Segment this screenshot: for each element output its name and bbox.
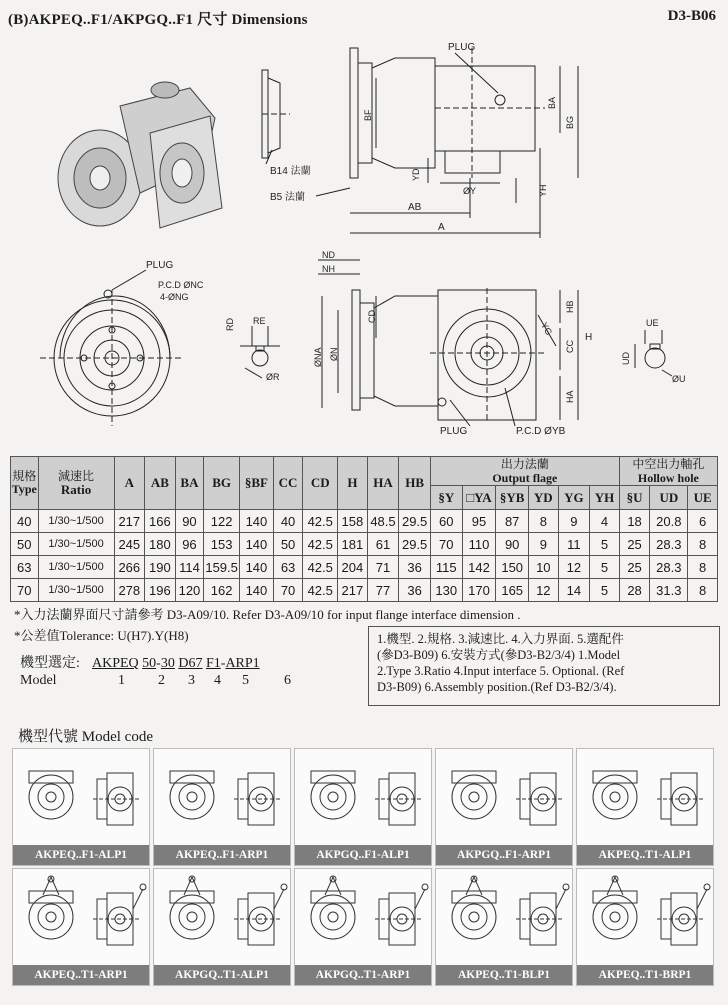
model-code-part-4: D67 bbox=[178, 656, 203, 671]
table-cell: 25 bbox=[619, 533, 650, 556]
th-ud: UD bbox=[650, 486, 688, 510]
cd-label: CD bbox=[367, 310, 377, 323]
table-cell: 110 bbox=[462, 533, 496, 556]
model-code-title: 機型代號 Model code bbox=[18, 729, 153, 745]
model-code-cell bbox=[294, 868, 432, 986]
hb-label: HB bbox=[565, 300, 575, 313]
dimension-drawings bbox=[0, 28, 728, 452]
model-code-cell bbox=[153, 868, 291, 986]
table-cell: 130 bbox=[430, 579, 462, 602]
index-1: 1 bbox=[118, 673, 125, 688]
table-cell: 71 bbox=[367, 556, 399, 579]
table-cell: 40 bbox=[11, 510, 39, 533]
table-cell: 150 bbox=[496, 556, 529, 579]
table-cell: 25 bbox=[619, 556, 650, 579]
th-cd: CD bbox=[303, 457, 338, 510]
legend-line-1: 1.機型. 2.規格. 3.減速比. 4.入力界面. 5.選配件 bbox=[377, 632, 624, 646]
index-2: 2 bbox=[158, 673, 165, 688]
table-cell: 48.5 bbox=[367, 510, 399, 533]
gearbox-3d-render bbox=[58, 82, 222, 228]
gearbox-diagram-icon bbox=[295, 869, 433, 967]
th-type-zh: 規格 bbox=[12, 469, 37, 483]
model-code-sep-2: - bbox=[220, 656, 226, 671]
table-cell: 5 bbox=[590, 579, 620, 602]
th-output-flange bbox=[430, 457, 619, 486]
table-cell: 204 bbox=[338, 556, 368, 579]
table-cell: 159.5 bbox=[204, 556, 240, 579]
model-code-cell bbox=[435, 868, 573, 986]
model-code-label: AKPGQ..F1-ARP1 bbox=[436, 845, 572, 865]
note-input-flange: *入力法蘭界面尺寸請參考 D3-A09/10. Refer D3-A09/10 for input flange interface dimension . bbox=[14, 607, 521, 622]
table-body bbox=[11, 510, 718, 602]
model-code-cell bbox=[576, 748, 714, 866]
table-cell: 4 bbox=[590, 510, 620, 533]
table-row bbox=[11, 510, 718, 533]
nd-label: ND bbox=[322, 250, 335, 260]
model-code-label: AKPGQ..T1-ALP1 bbox=[154, 965, 290, 985]
index-6: 6 bbox=[284, 673, 291, 688]
th-yg: YG bbox=[558, 486, 590, 510]
table-cell: 190 bbox=[145, 556, 176, 579]
table-row bbox=[11, 556, 718, 579]
table-cell: 9 bbox=[529, 533, 559, 556]
th-ratio-en: Ratio bbox=[60, 482, 92, 497]
th-hollow-hole bbox=[619, 457, 717, 486]
table-cell: 158 bbox=[338, 510, 368, 533]
table-cell: 90 bbox=[175, 510, 203, 533]
table-cell: 36 bbox=[399, 556, 431, 579]
model-code-label: AKPEQ..F1-ALP1 bbox=[13, 845, 149, 865]
table-row bbox=[11, 533, 718, 556]
index-4: 4 bbox=[214, 673, 221, 688]
model-code-label: AKPGQ..T1-ARP1 bbox=[295, 965, 431, 985]
table-cell: 28.3 bbox=[650, 533, 688, 556]
th-h: H bbox=[338, 457, 368, 510]
model-code-cell bbox=[576, 868, 714, 986]
th-cc: CC bbox=[273, 457, 303, 510]
b14-label: B14 法蘭 bbox=[270, 166, 311, 177]
model-select-label: 機型選定: bbox=[20, 656, 80, 671]
model-selection bbox=[20, 652, 260, 672]
th-bf: §BF bbox=[240, 457, 274, 510]
dimension-table bbox=[10, 456, 718, 602]
ng-label: 4-ØNG bbox=[160, 292, 189, 302]
n-label: ØN bbox=[329, 347, 339, 361]
table-cell: 162 bbox=[204, 579, 240, 602]
table-cell: 14 bbox=[558, 579, 590, 602]
table-cell: 36 bbox=[399, 579, 431, 602]
model-code-part-1: AKPEQ bbox=[92, 656, 139, 671]
index-5: 5 bbox=[242, 673, 249, 688]
th-ha: HA bbox=[367, 457, 399, 510]
table-cell: 20.8 bbox=[650, 510, 688, 533]
table-cell: 42.5 bbox=[303, 510, 338, 533]
nh-label: NH bbox=[322, 264, 335, 274]
th-ratio-zh: 減速比 bbox=[58, 469, 95, 483]
table-cell: 90 bbox=[496, 533, 529, 556]
bg-label: BG bbox=[565, 115, 575, 129]
table-cell: 1/30~1/500 bbox=[38, 579, 114, 602]
cc-label: CC bbox=[565, 340, 575, 353]
model-code-label: AKPEQ..F1-ARP1 bbox=[154, 845, 290, 865]
phi-u-label: ØU bbox=[672, 374, 686, 384]
table-cell: 9 bbox=[558, 510, 590, 533]
bf-label: BF bbox=[363, 109, 373, 121]
table-cell: 165 bbox=[496, 579, 529, 602]
table-cell: 63 bbox=[11, 556, 39, 579]
table-cell: 31.3 bbox=[650, 579, 688, 602]
table-cell: 122 bbox=[204, 510, 240, 533]
re-label: RE bbox=[253, 316, 266, 326]
rd-label: RD bbox=[225, 318, 235, 331]
table-cell: 1/30~1/500 bbox=[38, 556, 114, 579]
hollow-bore-view bbox=[635, 330, 672, 376]
table-cell: 18 bbox=[619, 510, 650, 533]
table-cell: 245 bbox=[114, 533, 145, 556]
table-cell: 140 bbox=[240, 579, 274, 602]
plug-label-top: PLUG bbox=[448, 42, 476, 53]
table-cell: 50 bbox=[273, 533, 303, 556]
na-label: ØNA bbox=[313, 347, 323, 367]
th-bg: BG bbox=[204, 457, 240, 510]
table-cell: 28.3 bbox=[650, 556, 688, 579]
gearbox-diagram-icon bbox=[436, 869, 574, 967]
ud-label: UD bbox=[621, 352, 631, 365]
b14-flange-view bbox=[262, 70, 290, 158]
ue-label: UE bbox=[646, 318, 659, 328]
th-yh: YH bbox=[590, 486, 620, 510]
table-cell: 96 bbox=[175, 533, 203, 556]
model-code-sep-1: - bbox=[156, 656, 161, 671]
page-title: (B)AKPEQ..F1/AKPGQ..F1 尺寸 Dimensions bbox=[8, 12, 308, 28]
table-cell: 29.5 bbox=[399, 510, 431, 533]
table-cell: 1/30~1/500 bbox=[38, 510, 114, 533]
table-cell: 278 bbox=[114, 579, 145, 602]
table-cell: 5 bbox=[590, 556, 620, 579]
gearbox-diagram-icon bbox=[154, 749, 292, 847]
table-cell: 5 bbox=[590, 533, 620, 556]
legend-line-4: D3-B09) 6.Assembly position.(Ref D3-B2/3/4). bbox=[377, 680, 617, 694]
th-hollow-en: Hollow hole bbox=[637, 471, 699, 485]
gearbox-diagram-icon bbox=[13, 749, 151, 847]
model-code-label: AKPEQ..T1-BRP1 bbox=[577, 965, 713, 985]
table-cell: 12 bbox=[529, 579, 559, 602]
page-code: D3-B06 bbox=[667, 8, 716, 24]
th-y: §Y bbox=[430, 486, 462, 510]
table-cell: 70 bbox=[11, 579, 39, 602]
table-cell: 29.5 bbox=[399, 533, 431, 556]
table-cell: 8 bbox=[688, 579, 718, 602]
legend-line-3: 2.Type 3.Ratio 4.Input interface 5. Optional. (Ref bbox=[377, 664, 625, 678]
table-row bbox=[11, 579, 718, 602]
table-cell: 11 bbox=[558, 533, 590, 556]
table-cell: 140 bbox=[240, 510, 274, 533]
yg-label: YG bbox=[539, 320, 555, 337]
model-code-cell bbox=[435, 748, 573, 866]
phi-y-label: ØY bbox=[463, 186, 477, 196]
front-view bbox=[40, 290, 184, 426]
gearbox-diagram-icon bbox=[577, 869, 715, 967]
table-cell: 42.5 bbox=[303, 579, 338, 602]
table-cell: 196 bbox=[145, 579, 176, 602]
table-cell: 12 bbox=[558, 556, 590, 579]
th-type bbox=[11, 457, 39, 510]
model-code-cell bbox=[294, 748, 432, 866]
table-cell: 181 bbox=[338, 533, 368, 556]
table-cell: 42.5 bbox=[303, 556, 338, 579]
table-cell: 50 bbox=[11, 533, 39, 556]
th-a: A bbox=[114, 457, 145, 510]
table-cell: 1/30~1/500 bbox=[38, 533, 114, 556]
model-code-part-2: 50 bbox=[142, 656, 157, 671]
th-output-en: Output flage bbox=[492, 471, 558, 485]
model-code-label: AKPEQ..T1-ALP1 bbox=[577, 845, 713, 865]
th-hb: HB bbox=[399, 457, 431, 510]
yd-label: YD bbox=[411, 168, 421, 181]
table-cell: 95 bbox=[462, 510, 496, 533]
table-cell: 166 bbox=[145, 510, 176, 533]
th-ue: UE bbox=[688, 486, 718, 510]
note-tolerance: *公差值Tolerance: U(H7).Y(H8) bbox=[14, 628, 189, 643]
h-label: H bbox=[585, 332, 593, 343]
legend-box bbox=[368, 626, 720, 706]
table-cell: 140 bbox=[240, 533, 274, 556]
model-code-label: AKPEQ..T1-BLP1 bbox=[436, 965, 572, 985]
table-cell: 114 bbox=[175, 556, 203, 579]
model-label-en: Model bbox=[20, 673, 57, 688]
gearbox-diagram-icon bbox=[154, 869, 292, 967]
th-output-zh: 出力法蘭 bbox=[500, 457, 549, 471]
table-cell: 42.5 bbox=[303, 533, 338, 556]
table-cell: 266 bbox=[114, 556, 145, 579]
table-cell: 8 bbox=[688, 533, 718, 556]
table-cell: 60 bbox=[430, 510, 462, 533]
table-cell: 8 bbox=[688, 556, 718, 579]
ba-label: BA bbox=[547, 96, 557, 109]
table-cell: 180 bbox=[145, 533, 176, 556]
legend-line-2: (參D3-B09) 6.安裝方式(參D3-B2/3/4) 1.Model bbox=[377, 648, 621, 662]
index-3: 3 bbox=[188, 673, 195, 688]
gearbox-diagram-icon bbox=[436, 749, 574, 847]
phi-r-label: ØR bbox=[266, 372, 280, 382]
yh-label: YH bbox=[538, 184, 548, 197]
table-cell: 115 bbox=[430, 556, 462, 579]
table-cell: 140 bbox=[240, 556, 274, 579]
th-ratio bbox=[38, 457, 114, 510]
table-cell: 87 bbox=[496, 510, 529, 533]
th-u: §U bbox=[619, 486, 650, 510]
th-yd: YD bbox=[529, 486, 559, 510]
th-type-en: Type bbox=[11, 482, 37, 496]
table-cell: 77 bbox=[367, 579, 399, 602]
table-cell: 61 bbox=[367, 533, 399, 556]
b5-label: B5 法蘭 bbox=[270, 192, 306, 203]
ab-label: AB bbox=[408, 202, 422, 213]
model-code-cell bbox=[12, 748, 150, 866]
table-cell: 6 bbox=[688, 510, 718, 533]
table-cell: 70 bbox=[273, 579, 303, 602]
plug-label-front: PLUG bbox=[146, 260, 174, 271]
table-cell: 10 bbox=[529, 556, 559, 579]
table-cell: 153 bbox=[204, 533, 240, 556]
table-cell: 217 bbox=[338, 579, 368, 602]
table-cell: 142 bbox=[462, 556, 496, 579]
input-shaft-view bbox=[240, 326, 280, 378]
main-side-view bbox=[350, 48, 578, 238]
plug-label-bottom: PLUG bbox=[440, 426, 468, 437]
table-cell: 217 bbox=[114, 510, 145, 533]
pcd-yb-label: P.C.D ØYB bbox=[516, 426, 566, 437]
th-ba: BA bbox=[175, 457, 203, 510]
model-code-part-6: ARP1 bbox=[225, 656, 260, 671]
gearbox-diagram-icon bbox=[295, 749, 433, 847]
model-code-label: AKPGQ..F1-ALP1 bbox=[295, 845, 431, 865]
th-hollow-zh: 中空出力軸孔 bbox=[632, 457, 705, 471]
th-ab: AB bbox=[145, 457, 176, 510]
table-cell: 63 bbox=[273, 556, 303, 579]
gearbox-diagram-icon bbox=[13, 869, 151, 967]
model-code-label: AKPEQ..T1-ARP1 bbox=[13, 965, 149, 985]
model-code-part-5: F1 bbox=[205, 656, 221, 671]
th-yb: §YB bbox=[496, 486, 529, 510]
table-cell: 28 bbox=[619, 579, 650, 602]
table-cell: 170 bbox=[462, 579, 496, 602]
a-label: A bbox=[438, 222, 445, 233]
model-code-part-3: 30 bbox=[160, 656, 175, 671]
gearbox-diagram-icon bbox=[577, 749, 715, 847]
table-cell: 8 bbox=[529, 510, 559, 533]
table-cell: 70 bbox=[430, 533, 462, 556]
model-code-cell bbox=[12, 868, 150, 986]
pcd-nc-label: P.C.D ØNC bbox=[158, 280, 204, 290]
ha-label: HA bbox=[565, 390, 575, 403]
output-side-view bbox=[318, 260, 578, 426]
th-ya: □YA bbox=[462, 486, 496, 510]
model-code-cell bbox=[153, 748, 291, 866]
table-cell: 120 bbox=[175, 579, 203, 602]
table-cell: 40 bbox=[273, 510, 303, 533]
